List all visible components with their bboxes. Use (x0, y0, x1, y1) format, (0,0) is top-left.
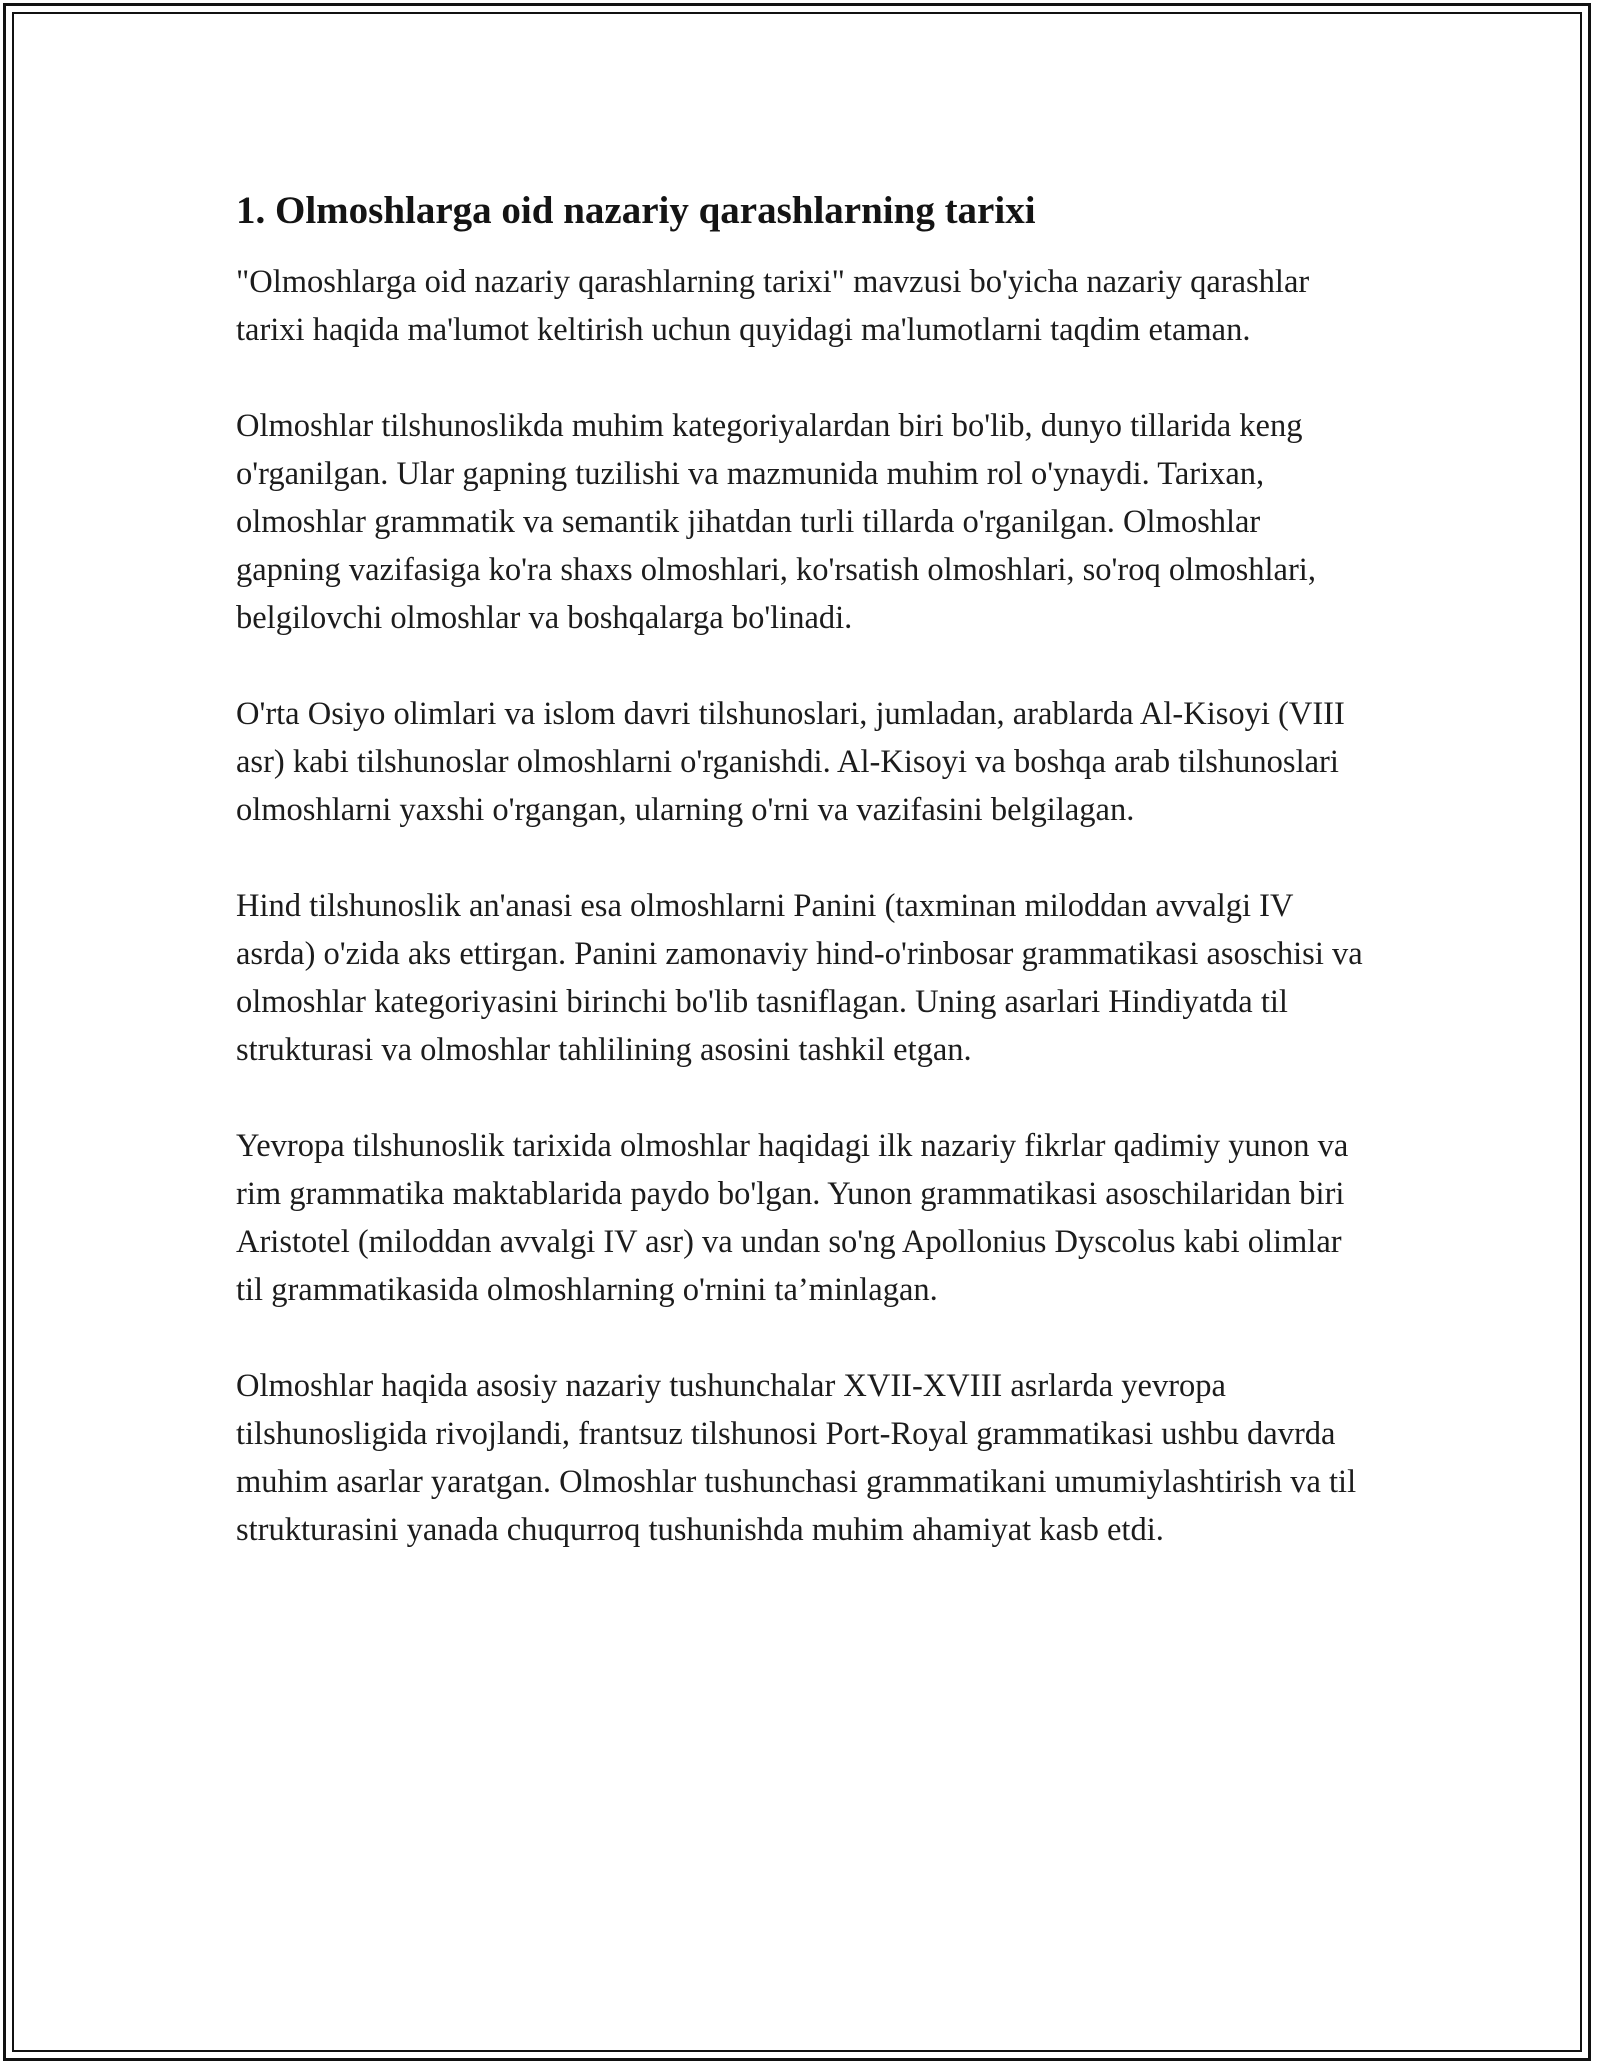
paragraph-european-ancient: Yevropa tilshunoslik tarixida olmoshlar haqidagi ilk nazariy fikrlar qadimiy yunon va rim grammatika maktablarida paydo bo'lgan. Yunon grammatikasi asoschilaridan biri Aristotel (miloddan avvalgi IV asr) va undan so'ng Apollonius Dyscolus kabi olimlar til grammatikasida olmoshlarning o'rnini ta’minlagan. (236, 1128, 1349, 1308)
document-body (236, 186, 1366, 1554)
paragraph-overview: Olmoshlar tilshunoslikda muhim kategoriyalardan biri bo'lib, dunyo tillarida keng o'rganilgan. Ular gapning tuzilishi va mazmunida muhim rol o'ynaydi. Tarixan, olmoshlar grammatik va semantik jihatdan turli tillarda o'rganilgan. Olmoshlar gapning vazifasiga ko'ra shaxs olmoshlari, ko'rsatish olmoshlari, so'roq olmoshlari, belgilovchi olmoshlar va boshqalarga bo'linadi. (236, 408, 1316, 636)
paragraph-intro: "Olmoshlarga oid nazariy qarashlarning tarixi" mavzusi bo'yicha nazariy qarashlar tarixi haqida ma'lumot keltirish uchun quyidagi ma'lumotlarni taqdim etaman. (236, 264, 1310, 348)
paragraph-indian-tradition: Hind tilshunoslik an'anasi esa olmoshlarni Panini (taxminan miloddan avvalgi IV asrda) o'zida aks ettirgan. Panini zamonaviy hind-o'rinbosar grammatikasi asoschisi va olmoshlar kategoriyasini birinchi bo'lib tasniflagan. Uning asarlari Hindiyatda til strukturasi va olmoshlar tahlilining asosini tashkil etgan. (236, 888, 1363, 1068)
paragraph-european-modern: Olmoshlar haqida asosiy nazariy tushunchalar XVII-XVIII asrlarda yevropa tilshunosligida rivojlandi, frantsuz tilshunosi Port-Royal grammatikasi ushbu davrda muhim asarlar yaratgan. Olmoshlar tushunchasi grammatikani umumiylashtirish va til strukturasini yanada chuqurroq tushunishda muhim ahamiyat kasb etdi. (236, 1368, 1357, 1548)
page-title: 1. Olmoshlarga oid nazariy qarashlarning tarixi (236, 189, 1036, 232)
paragraph-central-asia: O'rta Osiyo olimlari va islom davri tilshunoslari, jumladan, arablarda Al-Kisoyi (VIII asr) kabi tilshunoslar olmoshlarni o'rganishdi. Al-Kisoyi va boshqa arab tilshunoslari olmoshlarni yaxshi o'rgangan, ularning o'rni va vazifasini belgilagan. (236, 696, 1345, 828)
